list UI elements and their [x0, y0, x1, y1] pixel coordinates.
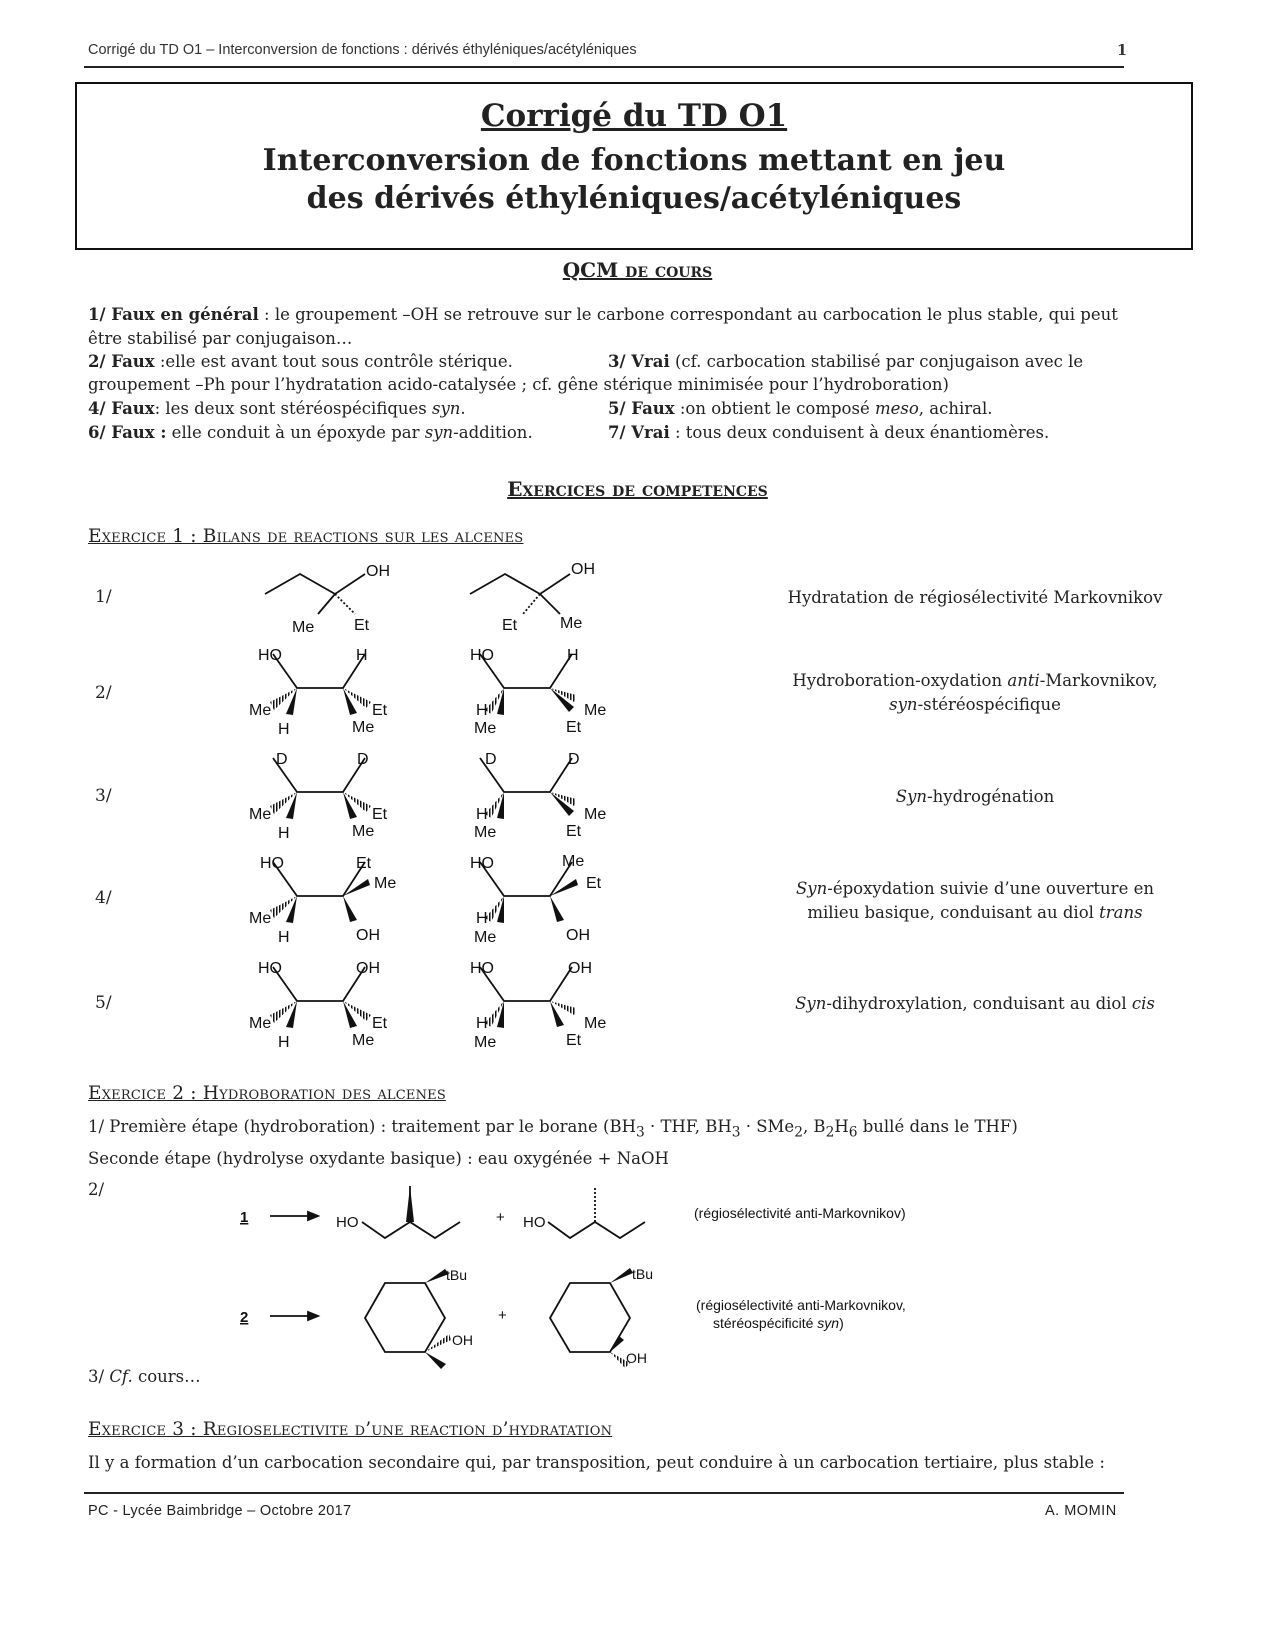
- ex2-q2: 2/: [88, 1180, 105, 1199]
- ex1-row1-desc: Hydratation de régiosélectivité Markovnikov: [787, 588, 1163, 607]
- ex1-row4-desc: Syn-époxydation suivie d’une ouverture en milieu basique, conduisant au diol trans: [796, 879, 1154, 922]
- svg-text:H: H: [278, 1034, 290, 1051]
- ex1-row3-num: 3/: [95, 786, 112, 806]
- svg-text:H: H: [278, 929, 290, 946]
- svg-text:H: H: [278, 825, 290, 842]
- ex2-reactant-1: 1: [240, 1209, 249, 1226]
- qcm-q5: 5/ Faux :on obtient le composé meso, achiral.: [608, 399, 993, 418]
- ex1-row5-num: 5/: [95, 993, 112, 1013]
- ex1-structures: [240, 552, 630, 1057]
- svg-text:Me: Me: [292, 619, 315, 636]
- svg-text:HO: HO: [470, 855, 494, 872]
- svg-text:H: H: [356, 647, 368, 664]
- svg-text:Et: Et: [372, 806, 388, 823]
- page-number: 1: [1117, 42, 1128, 59]
- ex2-line2: Seconde étape (hydrolyse oxydante basique) : eau oxygénée + NaOH: [88, 1149, 669, 1168]
- qcm-q7: 7/ Vrai : tous deux conduisent à deux énantiomères.: [608, 423, 1050, 442]
- svg-text:OH: OH: [356, 960, 380, 977]
- svg-text:Me: Me: [560, 615, 583, 632]
- svg-text:H: H: [476, 910, 488, 927]
- svg-text:HO: HO: [260, 855, 284, 872]
- svg-text:Me: Me: [352, 823, 375, 840]
- ex1-row2-num: 2/: [95, 683, 112, 703]
- svg-text:Me: Me: [474, 1034, 497, 1051]
- svg-text:+: +: [498, 1307, 507, 1324]
- svg-text:Et: Et: [502, 617, 518, 634]
- svg-text:Me: Me: [249, 910, 272, 927]
- ex2-structures: [230, 1180, 1000, 1380]
- svg-text:Et: Et: [566, 823, 582, 840]
- svg-text:HO: HO: [523, 1214, 546, 1231]
- svg-text:H: H: [278, 721, 290, 738]
- svg-text:Me: Me: [249, 806, 272, 823]
- qcm-q3: 3/ Vrai (cf. carbocation stabilisé par conjugaison avec le: [608, 352, 1084, 371]
- ex3-text: Il y a formation d’un carbocation secondaire qui, par transposition, peut conduire à un carbocation tertiaire, plus stable :: [88, 1453, 1105, 1472]
- svg-text:OH: OH: [452, 1332, 473, 1348]
- ex2-q3: 3/ Cf. cours…: [88, 1367, 201, 1386]
- svg-text:Et: Et: [354, 617, 370, 634]
- svg-text:OH: OH: [356, 927, 380, 944]
- svg-text:OH: OH: [571, 561, 595, 578]
- svg-text:Et: Et: [372, 702, 388, 719]
- qcm-heading: QCM de cours: [562, 258, 713, 282]
- svg-text:Me: Me: [474, 824, 497, 841]
- doc-subtitle-line2: des dérivés éthyléniques/acétyléniques: [306, 181, 962, 216]
- title-box: [75, 82, 1193, 250]
- svg-text:D: D: [568, 751, 580, 768]
- svg-text:HO: HO: [470, 960, 494, 977]
- svg-text:Me: Me: [474, 929, 497, 946]
- ex2-line1: 1/ Première étape (hydroboration) : traitement par le borane ($BH_3$ · THF, $BH_3 \cdot SMe_2$, $B_2H_6$ bullé dans le THF): [88, 1117, 1018, 1141]
- svg-text:D: D: [485, 751, 497, 768]
- svg-text:H: H: [476, 806, 488, 823]
- ex2-note2b: stéréospécificité syn): [713, 1315, 844, 1331]
- qcm-q6: 6/ Faux : elle conduit à un époxyde par syn-addition.: [88, 423, 533, 442]
- ex1-heading: Exercice 1 : Bilans de reactions sur les alcenes: [88, 526, 524, 547]
- qcm-q4: 4/ Faux: les deux sont stéréospécifiques syn.: [88, 399, 466, 418]
- svg-text:D: D: [357, 751, 369, 768]
- doc-subtitle-line1: Interconversion de fonctions mettant en jeu: [262, 143, 1006, 178]
- svg-text:Me: Me: [374, 875, 397, 892]
- ex1-row3-desc: Syn-hydrogénation: [895, 787, 1055, 806]
- svg-text:HO: HO: [336, 1214, 359, 1231]
- svg-text:Et: Et: [356, 855, 372, 872]
- svg-text:HO: HO: [470, 647, 494, 664]
- ex2-note1: (régiosélectivité anti-Markovnikov): [694, 1205, 906, 1221]
- footer-left: PC - Lycée Baimbridge – Octobre 2017: [88, 1503, 352, 1519]
- ex2-reactant-2: 2: [240, 1309, 249, 1326]
- competences-heading: Exercices de competences: [507, 477, 768, 501]
- svg-text:D: D: [276, 751, 288, 768]
- svg-text:OH: OH: [568, 960, 592, 977]
- svg-text:Me: Me: [249, 702, 272, 719]
- running-header: Corrigé du TD O1 – Interconversion de fonctions : dérivés éthyléniques/acétyléniques: [88, 42, 637, 58]
- svg-text:Et: Et: [566, 719, 582, 736]
- qcm-q1: 1/ Faux en général : le groupement –OH se retrouve sur le carbone correspondant au carbocation le plus stable, qui peut être stabilisé par conjugaison…: [88, 305, 1118, 348]
- svg-text:Me: Me: [562, 853, 585, 870]
- svg-text:+: +: [496, 1209, 505, 1226]
- ex2-heading: Exercice 2 : Hydroboration des alcenes: [88, 1083, 446, 1104]
- header-rule: [84, 66, 1124, 68]
- r1a-oh: OH: [366, 563, 390, 580]
- svg-text:Me: Me: [584, 1015, 607, 1032]
- ex2-note2a: (régiosélectivité anti-Markovnikov,: [696, 1297, 906, 1313]
- ex1-row1-num: 1/: [95, 587, 112, 607]
- footer-author: A. MOMIN: [1045, 1503, 1117, 1519]
- svg-text:Me: Me: [352, 719, 375, 736]
- ex1-row5-desc: Syn-dihydroxylation, conduisant au diol cis: [795, 994, 1155, 1013]
- svg-text:tBu: tBu: [632, 1266, 654, 1282]
- svg-text:HO: HO: [258, 960, 282, 977]
- svg-text:OH: OH: [626, 1350, 647, 1366]
- svg-text:Me: Me: [584, 806, 607, 823]
- svg-text:Me: Me: [352, 1032, 375, 1049]
- ex1-row4-num: 4/: [95, 888, 112, 908]
- ex1-row2-backbones: [273, 654, 572, 688]
- qcm-q2: 2/ Faux :elle est avant tout sous contrôle stérique.: [88, 352, 513, 371]
- ex1-row2-desc: Hydroboration-oxydation anti-Markovnikov, syn-stéréospécifique: [792, 671, 1158, 714]
- ex3-heading: Exercice 3 : Regioselectivite d’une reaction d’hydratation: [88, 1419, 613, 1440]
- svg-text:Et: Et: [586, 875, 602, 892]
- footer-rule: [84, 1492, 1124, 1494]
- qcm-q3-cont: groupement –Ph pour l’hydratation acido-catalysée ; cf. gêne stérique minimisée pour l’hydroboration): [88, 375, 949, 394]
- svg-text:Et: Et: [372, 1015, 388, 1032]
- doc-title: Corrigé du TD O1: [480, 98, 788, 134]
- svg-text:H: H: [476, 702, 488, 719]
- svg-text:Me: Me: [474, 720, 497, 737]
- svg-text:H: H: [567, 647, 579, 664]
- svg-text:HO: HO: [258, 647, 282, 664]
- svg-text:OH: OH: [566, 927, 590, 944]
- svg-text:Me: Me: [249, 1015, 272, 1032]
- svg-text:H: H: [476, 1015, 488, 1032]
- svg-text:Me: Me: [584, 702, 607, 719]
- svg-text:Et: Et: [566, 1032, 582, 1049]
- svg-text:tBu: tBu: [446, 1267, 468, 1283]
